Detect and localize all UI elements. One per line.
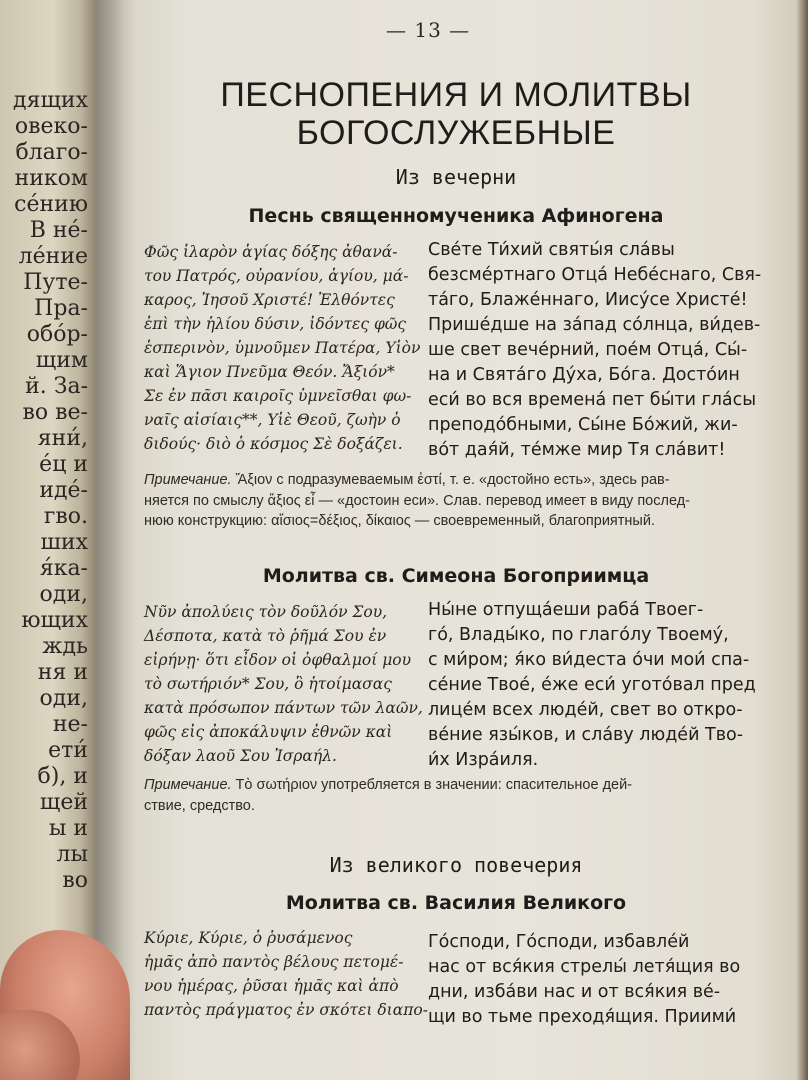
left-page-text-fragment: ня и	[37, 660, 88, 685]
note-line: Τὸ σωτήριον употребляется в значении: спасительное дей-	[231, 777, 633, 793]
left-page-text-fragment: ы и	[48, 816, 88, 841]
left-page-text-fragment: сéнию	[14, 192, 88, 217]
left-page-text-fragment: б), и	[37, 764, 88, 789]
note-line: ствие, средство.	[144, 797, 255, 814]
left-page-text-fragment: Путе-	[23, 270, 88, 295]
note-line: нюю конструкцию: αἴσιος=δέξιος, δίκαιος — своевременный, благоприятный.	[144, 513, 655, 529]
left-page-text-fragment: во	[62, 868, 88, 893]
slavonic-line: Гóсподи, Гóсподи, избавлéй	[428, 932, 690, 952]
footnote	[144, 775, 734, 816]
greek-line: Κύριε, Κύριε, ὁ ῥυσάμενος	[144, 929, 353, 947]
note-line: Ἄξιον с подразумеваемым ἐστί, т. е. «достойно есть», здесь рав-	[231, 472, 670, 488]
greek-line: Δέσποτα, κατὰ τὸ ῥῆμά Σου ἐν	[144, 627, 387, 645]
page-title-line-2: БОГОСЛУЖЕБНЫЕ	[296, 114, 616, 152]
section-heading: Из вечерни	[395, 165, 517, 189]
left-page-text-fragment: ющих	[21, 608, 88, 633]
left-page-text-fragment: идé-	[39, 478, 88, 503]
note-line: няется по смыслу ἄξιος εἶ — «достоин еси». Слав. перевод имеет в виду послед-	[144, 492, 690, 509]
left-page-text-fragment: благо-	[15, 140, 88, 165]
slavonic-line: вéние язы́ков, и слáву людéй Тво-	[428, 725, 744, 745]
slavonic-line: ше свет вечéрний, поéм Отцá, Сы́-	[428, 340, 748, 360]
greek-line: παντὸς πράγματος ἐν σκότει διαπο-	[144, 1001, 428, 1019]
left-page-text-fragment: овеко-	[14, 114, 88, 139]
page-edge-shadow	[796, 0, 808, 1080]
left-page-text-fragment: éц и	[39, 452, 88, 477]
slavonic-line: щи во тьме преходя́щия. Приими́	[428, 1007, 737, 1027]
greek-line: διδούς· διὸ ὁ κόσμος Σὲ δοξάζει.	[144, 435, 403, 453]
left-page	[0, 0, 96, 1080]
greek-text-column	[144, 926, 444, 1022]
left-page-text-fragment: ждь	[42, 634, 88, 659]
left-page-text-fragment: лéние	[18, 244, 88, 269]
left-page-text-fragment: во ве-	[22, 400, 88, 425]
slavonic-line: тáго, Блажéннаго, Иисýсе Христé!	[428, 290, 748, 310]
slavonic-line: дни, избáви нас и от вся́кия вé-	[428, 982, 721, 1002]
left-page-text-fragment: ником	[14, 166, 88, 191]
slavonic-line: и́х Изрáиля.	[428, 750, 539, 770]
note-label: Примечание.	[144, 777, 232, 793]
greek-line: εἰρήνῃ· ὅτι εἶδον οἱ ὀφθαλμοί μου	[144, 651, 412, 669]
slavonic-line: нас от вся́кия стрелы́ летя́щия во	[428, 957, 741, 977]
left-page-text-fragment: оди,	[39, 582, 88, 607]
slavonic-line: еси́ во вся временá пет бы́ти глáсы	[428, 390, 757, 410]
slavonic-line: преподóбными, Сы́не Бóжий, жи-	[428, 415, 738, 435]
prayer-title: Молитва св. Василия Великого	[285, 892, 627, 914]
greek-line: ἐπὶ τὴν ἡλίου δύσιν, ἰδόντες φῶς	[144, 315, 407, 333]
page-title-line-1: ПЕСНОПЕНИЯ И МОЛИТВЫ	[220, 76, 692, 114]
slavonic-line: Свéте Ти́хий святы́я слáвы	[428, 240, 675, 260]
left-page-text-fragment: обóр-	[26, 322, 88, 347]
slavonic-text-column	[428, 598, 756, 773]
left-page-text-fragment: Пра-	[34, 296, 88, 321]
greek-line: Φῶς ἱλαρὸν ἁγίας δόξης ἀθανά-	[144, 243, 398, 261]
left-page-text-fragment: В нé-	[29, 218, 88, 243]
slavonic-line: Ны́не отпущáеши рабá Твоег-	[428, 600, 704, 620]
slavonic-line: лицéм всех людéй, свет во откро-	[428, 700, 743, 720]
greek-line: ἑσπερινὸν, ὑμνοῦμεν Πατέρα, Υἱὸν	[144, 339, 421, 357]
page-number: — 13 —	[386, 18, 471, 42]
left-page-text-fragment: лы	[56, 842, 88, 867]
footnote	[144, 470, 734, 532]
section-heading: Из великого повечерия	[329, 853, 583, 877]
left-page-text-fragment: яни́,	[37, 426, 88, 451]
left-page-text-fragment: й. За-	[25, 374, 88, 399]
slavonic-line: безсмéртнаго Отцá Небéснаго, Свя-	[428, 265, 762, 285]
slavonic-line: с ми́ром; я́ко ви́деста óчи мои́ спа-	[428, 650, 750, 670]
greek-text-column	[144, 240, 444, 456]
slavonic-line: на и Святáго Дýха, Бóга. Достóин	[428, 365, 740, 385]
slavonic-line: сéние Твоé, éже еси́ уготóвал пред	[428, 675, 756, 695]
greek-line: φῶς εἰς ἀποκάλυψιν ἐθνῶν καὶ	[144, 723, 393, 741]
left-page-text-fragment: щей	[39, 790, 88, 815]
greek-line: δόξαν λαοῦ Σου Ἰσραήλ.	[144, 747, 337, 765]
greek-line: ναῖς αἰσίαις**, Υἱὲ Θεοῦ, ζωὴν ὁ	[144, 411, 401, 429]
slavonic-text-column	[428, 930, 741, 1030]
prayer-title: Молитва св. Симеона Богоприимца	[262, 565, 650, 587]
note-label: Примечание.	[144, 472, 232, 488]
greek-line: ἡμᾶς ἀπὸ παντὸς βέλους πετομέ-	[144, 953, 404, 971]
left-page-text-fragment: ети́	[48, 738, 88, 763]
left-page-text-fragment: ших	[40, 530, 88, 555]
slavonic-line: вóт дая́й, тéмже мир Тя слáвит!	[428, 440, 726, 460]
slavonic-text-column	[428, 238, 762, 463]
greek-line: Σε ἐν πᾶσι καιροῖς ὑμνεῖσθαι φω-	[144, 387, 412, 405]
prayer-title: Песнь священномученика Афиногена	[248, 205, 664, 227]
greek-line: νου ἡμέρας, ῥῦσαι ἡμᾶς καὶ ἀπὸ	[144, 977, 399, 995]
greek-line: καρος, Ἰησοῦ Χριστέ! Ἐλθόντες	[144, 291, 395, 309]
binding-shadow	[96, 0, 136, 1080]
greek-line: τὸ σωτήριόν* Σου, ὃ ἡτοίμασας	[144, 675, 392, 693]
left-page-text-fragment: я́ка-	[39, 556, 88, 581]
left-page-text-fragment: оди,	[39, 686, 88, 711]
greek-text-column	[144, 600, 444, 768]
left-page-text-fragment: гво.	[43, 504, 88, 529]
greek-line: του Πατρός, οὐρανίου, ἁγίου, μά-	[144, 267, 409, 285]
greek-line: Νῦν ἀπολύεις τὸν δοῦλόν Σου,	[144, 603, 388, 621]
slavonic-line: Пришéдше на зáпад сóлнца, ви́дев-	[428, 315, 761, 335]
greek-line: καὶ Ἅγιον Πνεῦμα Θεόν. Ἄξιόν*	[144, 363, 395, 381]
left-page-text-fragment: не-	[52, 712, 88, 737]
slavonic-line: гó, Влады́ко, по глагóлу Твоемý,	[428, 625, 729, 645]
left-page-text-fragment: щим	[35, 348, 88, 373]
left-page-text-fragment: дящих	[13, 88, 88, 113]
greek-line: κατὰ πρόσωπον πάντων τῶν λαῶν,	[144, 699, 423, 717]
book-page	[96, 0, 808, 1080]
